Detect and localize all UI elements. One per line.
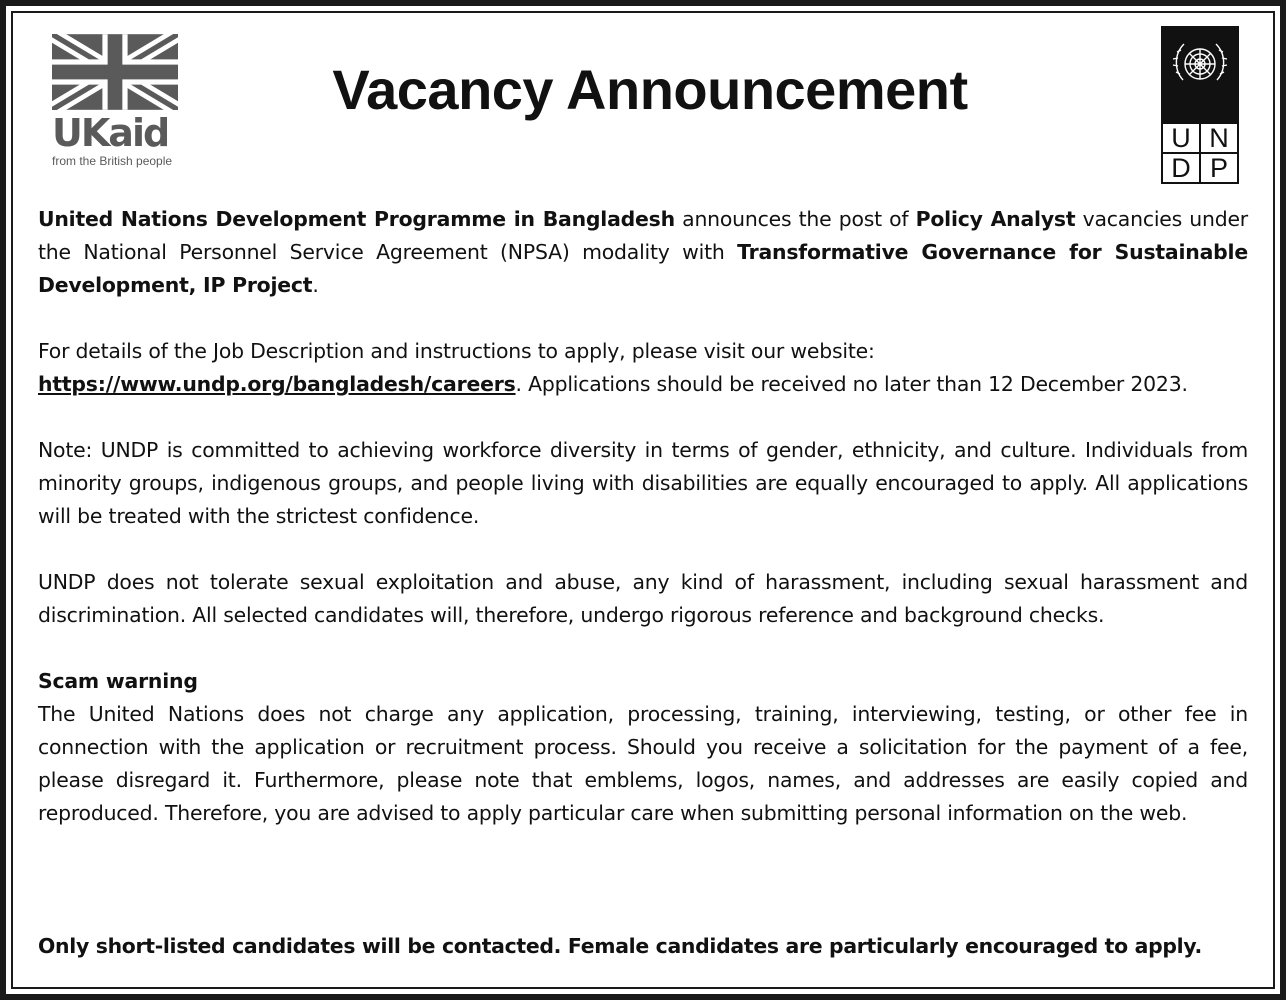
intro-text-2: vacancies under the National Personnel Service Agreement (NPSA) modality with — [38, 207, 1248, 264]
union-flag-icon — [52, 34, 178, 110]
conduct-paragraph: UNDP does not tolerate sexual exploitation and abuse, any kind of harassment, including sexual harassment and discrimination. All selected candidates will, therefore, undergo rigorous reference and background checks. — [38, 570, 1248, 627]
ukaid-tagline: from the British people — [52, 154, 173, 168]
scam-heading-text: Scam warning — [38, 669, 198, 693]
apply-text-1: For details of the Job Description and instructions to apply, please visit our website: — [38, 339, 875, 363]
intro-text-3: . — [312, 273, 319, 297]
undp-letter: N — [1201, 124, 1237, 152]
announcement-body — [38, 203, 1248, 863]
un-emblem-icon — [1170, 34, 1230, 114]
careers-link[interactable]: https://www.undp.org/bangladesh/careers — [38, 372, 516, 396]
closing-note: Only short-listed candidates will be contacted. Female candidates are particularly encouraged to apply. — [38, 934, 1202, 958]
intro-text-1: announces the post of — [674, 207, 916, 231]
undp-letter: P — [1201, 154, 1237, 182]
scam-body: The United Nations does not charge any application, processing, training, interviewing, testing, or other fee in connection with the application or recruitment process. Should you receive a solicitation for the payment of a fee, please disregard it. Furthermore, please note that emblems, logos, names, and addresses are easily copied and reproduced. Therefore, you are advised to apply particular care when submitting personal information on the web. — [38, 702, 1248, 825]
undp-letter: U — [1163, 124, 1199, 152]
apply-paragraph — [38, 335, 1248, 401]
undp-letters — [1163, 124, 1237, 182]
page-title: Vacancy Announcement — [332, 58, 968, 121]
post-title: Policy Analyst — [915, 207, 1076, 231]
ukaid-wordmark: UKaid — [52, 111, 169, 155]
org-name: United Nations Development Programme in Bangladesh — [38, 207, 675, 231]
diversity-note: Note: UNDP is committed to achieving workforce diversity in terms of gender, ethnicity, and culture. Individuals from minority groups, indigenous groups, and people living with disabilities are equally encouraged to apply. All applications will be treated with the strictest confidence. — [38, 438, 1248, 528]
undp-logo — [1161, 26, 1239, 184]
intro-paragraph — [38, 203, 1248, 302]
undp-letter: D — [1163, 154, 1199, 182]
scam-heading — [38, 665, 1248, 698]
deadline-text: . Applications should be received no later than 12 December 2023. — [515, 372, 1188, 396]
ukaid-logo — [52, 34, 180, 168]
project-name: Transformative Governance for Sustainable Development, IP Project — [38, 240, 1248, 297]
